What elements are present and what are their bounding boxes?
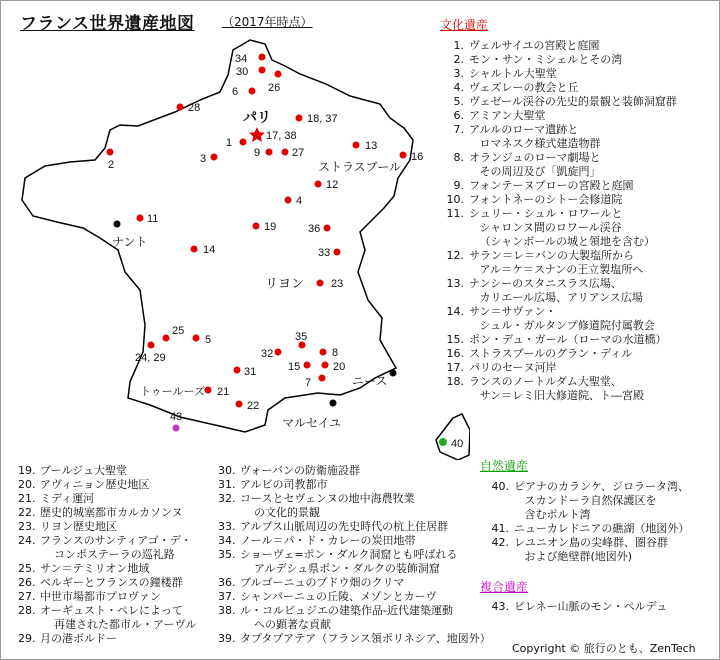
label-8: 8 bbox=[332, 347, 339, 359]
site-dot-13[interactable] bbox=[353, 142, 360, 149]
bottom-site-list-2 bbox=[218, 464, 491, 646]
list-item bbox=[485, 600, 667, 614]
label-35: 35 bbox=[295, 331, 308, 343]
label-27: 27 bbox=[292, 147, 305, 159]
city-lyon: リヨン bbox=[265, 276, 305, 291]
item-text: アルルのローマ遺跡と ロマネスク様式建造物群 bbox=[469, 123, 601, 150]
list-item bbox=[18, 576, 196, 590]
item-text: タプタプアテア（フランス領ポリネシア、地図外） bbox=[240, 632, 491, 645]
city-paris: パリ bbox=[243, 109, 271, 125]
item-number: 20. bbox=[18, 478, 36, 491]
item-number: 22. bbox=[18, 506, 36, 519]
label-30: 30 bbox=[236, 66, 249, 78]
label-6: 6 bbox=[232, 86, 239, 98]
item-text: シャンパーニュの丘陵、メゾンとカーヴ bbox=[240, 590, 437, 603]
item-number: 19. bbox=[18, 464, 36, 477]
list-item bbox=[440, 361, 677, 375]
item-number: 42. bbox=[491, 536, 509, 549]
item-text: アルプス山脈周辺の先史時代の杭上住居群 bbox=[240, 520, 449, 533]
site-dot-33[interactable] bbox=[334, 249, 341, 256]
site-dot-21[interactable] bbox=[205, 387, 212, 394]
list-item bbox=[485, 536, 689, 564]
list-item bbox=[218, 520, 491, 534]
list-item bbox=[485, 522, 689, 536]
copyright: Copyright © 旅行のとも、ZenTech bbox=[512, 642, 696, 655]
item-number: 26. bbox=[18, 576, 36, 589]
item-number: 3. bbox=[453, 67, 464, 80]
year-note: （2017年時点） bbox=[222, 15, 313, 29]
label-5: 5 bbox=[205, 334, 212, 346]
list-item bbox=[440, 123, 677, 151]
item-text: 歴史的城塞都市カルカソンヌ bbox=[40, 506, 183, 519]
corsica-outline bbox=[436, 414, 470, 460]
site-dot-2[interactable] bbox=[107, 149, 114, 156]
site-dot-24-29[interactable] bbox=[148, 342, 155, 349]
label-14: 14 bbox=[203, 244, 216, 256]
label-11: 11 bbox=[147, 213, 159, 225]
city-strasbourg: ストラスブール bbox=[318, 160, 402, 174]
label-19: 19 bbox=[264, 221, 277, 233]
item-number: 5. bbox=[453, 95, 464, 108]
item-number: 30. bbox=[218, 464, 236, 477]
site-dot-8[interactable] bbox=[320, 349, 327, 356]
item-number: 4. bbox=[453, 81, 464, 94]
label-7: 7 bbox=[305, 377, 312, 389]
label-1: 1 bbox=[226, 137, 233, 149]
list-item bbox=[440, 151, 677, 179]
site-dot-3[interactable] bbox=[211, 154, 218, 161]
item-text: ポン・デュ・ガール（ローマの水道橋） bbox=[469, 333, 667, 346]
item-text: ヴェズレーの教会と丘 bbox=[469, 81, 579, 94]
site-dot-22[interactable] bbox=[236, 401, 243, 408]
list-item bbox=[440, 179, 677, 193]
list-item bbox=[440, 95, 677, 109]
item-number: 43. bbox=[491, 600, 509, 613]
label-26: 26 bbox=[268, 82, 281, 94]
mixed-site-list bbox=[485, 600, 667, 614]
site-dot-19[interactable] bbox=[253, 223, 260, 230]
item-number: 29. bbox=[18, 632, 36, 645]
natural-site-list bbox=[485, 480, 689, 564]
item-number: 13. bbox=[446, 277, 464, 290]
item-number: 35. bbox=[218, 548, 236, 561]
france-map bbox=[0, 0, 470, 460]
site-dot-7[interactable] bbox=[319, 375, 326, 382]
item-text: ピアナのカランケ、ジロラータ湾、 スカンドーラ自然保護区を 含むポルト湾 bbox=[514, 480, 690, 521]
site-dot-15[interactable] bbox=[304, 362, 311, 369]
item-number: 18. bbox=[446, 375, 464, 388]
item-number: 14. bbox=[446, 305, 464, 318]
list-item bbox=[440, 333, 677, 347]
culture-site-list bbox=[440, 39, 677, 403]
item-text: ピレネー山脈のモン・ペルデュ bbox=[514, 600, 668, 613]
city-nantes: ナント bbox=[112, 235, 148, 249]
item-number: 21. bbox=[18, 492, 36, 505]
item-number: 7. bbox=[453, 123, 464, 136]
item-number: 32. bbox=[218, 492, 236, 505]
list-item bbox=[218, 604, 491, 632]
list-item bbox=[440, 67, 677, 81]
page-title: フランス世界遺産地図 bbox=[20, 14, 195, 34]
item-text: ナンシーのスタニスラス広場、 カリエール広場、アリアンス広場 bbox=[469, 277, 643, 304]
list-item bbox=[18, 506, 196, 520]
site-dot-43[interactable] bbox=[173, 425, 180, 432]
site-dot-5[interactable] bbox=[193, 335, 200, 342]
label-3: 3 bbox=[200, 153, 207, 165]
label-15: 15 bbox=[288, 361, 301, 373]
site-dot-34[interactable] bbox=[259, 54, 266, 61]
label-21: 21 bbox=[217, 386, 230, 398]
item-text: サラン＝レ＝バンの大製塩所から アル＝ケ＝スナンの王立製塩所へ bbox=[469, 249, 644, 276]
site-dot-18-37[interactable] bbox=[296, 115, 303, 122]
item-text: コースとセヴェンヌの地中海農牧業 の文化的景観 bbox=[240, 492, 415, 519]
category-natural: 自然遺産 bbox=[480, 459, 529, 473]
item-text: ミディ運河 bbox=[40, 492, 95, 505]
item-text: シャルトル大聖堂 bbox=[469, 67, 557, 80]
item-number: 23. bbox=[18, 520, 36, 533]
list-item bbox=[440, 249, 677, 277]
item-number: 11. bbox=[446, 207, 464, 220]
list-item bbox=[218, 478, 491, 492]
label-18-37: 18, 37 bbox=[307, 113, 338, 125]
item-number: 6. bbox=[453, 109, 464, 122]
item-text: シュリー・シュル・ロワールと シャロンヌ間のロワール渓谷 （シャンボールの城と領地を含む） bbox=[469, 207, 656, 248]
item-number: 15. bbox=[446, 333, 464, 346]
label-20: 20 bbox=[333, 361, 346, 373]
list-item bbox=[18, 632, 196, 646]
item-text: 月の港ボルドー bbox=[40, 632, 117, 645]
item-text: ショーヴェ=ポン・ダルク洞窟とも呼ばれる アルデシュ県ポン・ダルクの装飾洞窟 bbox=[240, 548, 458, 575]
label-32: 32 bbox=[261, 348, 274, 360]
site-dot-25[interactable] bbox=[163, 335, 170, 342]
site-dot-31[interactable] bbox=[234, 367, 241, 374]
item-text: サン＝サヴァン・ シュル・ガルタンプ修道院付属教会 bbox=[469, 305, 655, 332]
item-number: 25. bbox=[18, 562, 36, 575]
label-4: 4 bbox=[296, 195, 303, 207]
label-34: 34 bbox=[235, 53, 248, 65]
city-dot-marseille[interactable] bbox=[330, 400, 337, 407]
item-number: 1. bbox=[453, 39, 464, 52]
item-number: 40. bbox=[491, 480, 509, 493]
label-25: 25 bbox=[172, 325, 185, 337]
label-12: 12 bbox=[326, 179, 339, 191]
label-28: 28 bbox=[188, 102, 201, 114]
list-item bbox=[218, 632, 491, 646]
label-43: 43 bbox=[170, 411, 183, 423]
city-nice: ニース bbox=[352, 374, 388, 388]
item-text: モン・サン・ミシェルとその湾 bbox=[469, 53, 623, 66]
list-item bbox=[440, 53, 677, 67]
item-number: 8. bbox=[453, 151, 464, 164]
item-number: 38. bbox=[218, 604, 236, 617]
site-dot-23[interactable] bbox=[317, 280, 324, 287]
list-item bbox=[440, 193, 677, 207]
site-dot-36[interactable] bbox=[324, 225, 331, 232]
site-dot-27[interactable] bbox=[282, 149, 289, 156]
bottom-site-list-1 bbox=[18, 464, 196, 646]
list-item bbox=[218, 464, 491, 478]
site-dot-20[interactable] bbox=[322, 362, 329, 369]
item-text: オランジュのローマ劇場と その周辺及び「凱旋門」 bbox=[469, 151, 601, 178]
list-item bbox=[18, 520, 196, 534]
item-text: ストラスブールのグラン・ディル bbox=[469, 347, 633, 360]
label-36: 36 bbox=[308, 223, 321, 235]
list-item bbox=[18, 590, 196, 604]
item-text: ニューカレドニアの礁湖（地図外） bbox=[514, 522, 690, 535]
item-text: ル・コルビュジエの建築作品-近代建築運動 への顕著な貢献 bbox=[240, 604, 453, 631]
site-dot-1[interactable] bbox=[240, 139, 247, 146]
item-number: 12. bbox=[446, 249, 464, 262]
item-text: 中世市場都市プロヴァン bbox=[40, 590, 161, 603]
list-item bbox=[440, 277, 677, 305]
item-text: レユニオン島の尖峰群、圏谷群 および絶壁群(地図外) bbox=[514, 536, 668, 563]
item-text: ヴェルサイユの宮殿と庭園 bbox=[469, 39, 600, 52]
list-item bbox=[440, 109, 677, 123]
item-text: リヨン歴史地区 bbox=[40, 520, 117, 533]
list-item bbox=[440, 347, 677, 361]
item-number: 24. bbox=[18, 534, 36, 547]
item-number: 33. bbox=[218, 520, 236, 533]
item-number: 27. bbox=[18, 590, 36, 603]
label-40: 40 bbox=[451, 438, 464, 450]
site-dot-30[interactable] bbox=[259, 67, 266, 74]
item-text: ランスのノートルダム大聖堂、 サン＝レミ旧大修道院、ト―宮殿 bbox=[469, 375, 644, 402]
site-dot-32[interactable] bbox=[275, 349, 282, 356]
list-item bbox=[485, 480, 689, 522]
list-item bbox=[218, 590, 491, 604]
label-31: 31 bbox=[244, 366, 257, 378]
site-dot-4[interactable] bbox=[285, 197, 292, 204]
site-dot-6[interactable] bbox=[249, 88, 256, 95]
item-number: 17. bbox=[446, 361, 464, 374]
item-number: 34. bbox=[218, 534, 236, 547]
site-dot-40[interactable] bbox=[439, 438, 447, 446]
list-item bbox=[18, 464, 196, 478]
city-dot-nice[interactable] bbox=[390, 370, 397, 377]
label-2: 2 bbox=[108, 159, 115, 171]
item-text: アヴィニョン歴史地区 bbox=[40, 478, 150, 491]
item-text: オーギュスト・ペレによって 再建された都市ル・アーヴル bbox=[40, 604, 197, 631]
item-text: ヴォーバンの防衛施設群 bbox=[240, 464, 361, 477]
item-text: ノール＝パ・ド・カレーの炭田地帯 bbox=[240, 534, 416, 547]
site-dot-9[interactable] bbox=[266, 149, 273, 156]
item-number: 31. bbox=[218, 478, 236, 491]
list-item bbox=[218, 576, 491, 590]
site-dot-14[interactable] bbox=[191, 246, 198, 253]
item-text: ブルゴーニュのブドウ畑のクリマ bbox=[240, 576, 405, 589]
item-text: フランスのサンティアゴ・デ・ コンポステーラの巡礼路 bbox=[40, 534, 192, 561]
city-toulouse: トゥールーズ bbox=[140, 386, 205, 398]
list-item bbox=[18, 562, 196, 576]
site-dot-11[interactable] bbox=[137, 215, 144, 222]
item-text: パリのセーヌ河岸 bbox=[469, 361, 557, 374]
label-16: 16 bbox=[411, 151, 424, 163]
list-item bbox=[440, 375, 677, 403]
site-dot-28[interactable] bbox=[177, 104, 184, 111]
label-24-29: 24, 29 bbox=[135, 352, 166, 364]
list-item bbox=[218, 492, 491, 520]
label-9: 9 bbox=[254, 147, 261, 159]
label-17-38: 17, 38 bbox=[266, 130, 297, 142]
list-item bbox=[218, 534, 491, 548]
item-number: 2. bbox=[453, 53, 464, 66]
item-number: 37. bbox=[218, 590, 236, 603]
item-text: サン＝テミリオン地域 bbox=[40, 562, 150, 575]
list-item bbox=[218, 548, 491, 576]
item-number: 9. bbox=[453, 179, 464, 192]
item-text: フォントネーのシトー会修道院 bbox=[469, 193, 623, 206]
item-text: フォンテーヌブローの宮殿と庭園 bbox=[469, 179, 634, 192]
city-marseille: マルセイユ bbox=[282, 416, 342, 430]
item-text: アミアン大聖堂 bbox=[469, 109, 546, 122]
item-text: ヴェゼール渓谷の先史的景観と装飾洞窟群 bbox=[469, 95, 677, 108]
item-number: 39. bbox=[218, 632, 236, 645]
list-item bbox=[440, 305, 677, 333]
list-item bbox=[440, 207, 677, 249]
item-text: ベルギーとフランスの鐘楼群 bbox=[40, 576, 183, 589]
item-text: アルビの司教都市 bbox=[240, 478, 328, 491]
item-number: 41. bbox=[491, 522, 509, 535]
item-number: 16. bbox=[446, 347, 464, 360]
list-item bbox=[18, 604, 196, 632]
item-number: 28. bbox=[18, 604, 36, 617]
site-dot-26[interactable] bbox=[275, 71, 282, 78]
item-number: 36. bbox=[218, 576, 236, 589]
site-dot-16[interactable] bbox=[400, 152, 407, 159]
item-number: 10. bbox=[446, 193, 464, 206]
category-culture: 文化遺産 bbox=[440, 18, 489, 32]
category-mixed: 複合遺産 bbox=[480, 580, 529, 594]
city-dot-nantes[interactable] bbox=[114, 221, 121, 228]
list-item bbox=[440, 81, 677, 95]
list-item bbox=[18, 534, 196, 562]
list-item bbox=[18, 492, 196, 506]
list-item bbox=[18, 478, 196, 492]
label-22: 22 bbox=[247, 400, 260, 412]
label-13: 13 bbox=[365, 140, 378, 152]
site-dot-12[interactable] bbox=[315, 181, 322, 188]
item-text: ブールジュ大聖堂 bbox=[40, 464, 127, 477]
label-33: 33 bbox=[318, 247, 331, 259]
list-item bbox=[440, 39, 677, 53]
label-23: 23 bbox=[331, 278, 344, 290]
